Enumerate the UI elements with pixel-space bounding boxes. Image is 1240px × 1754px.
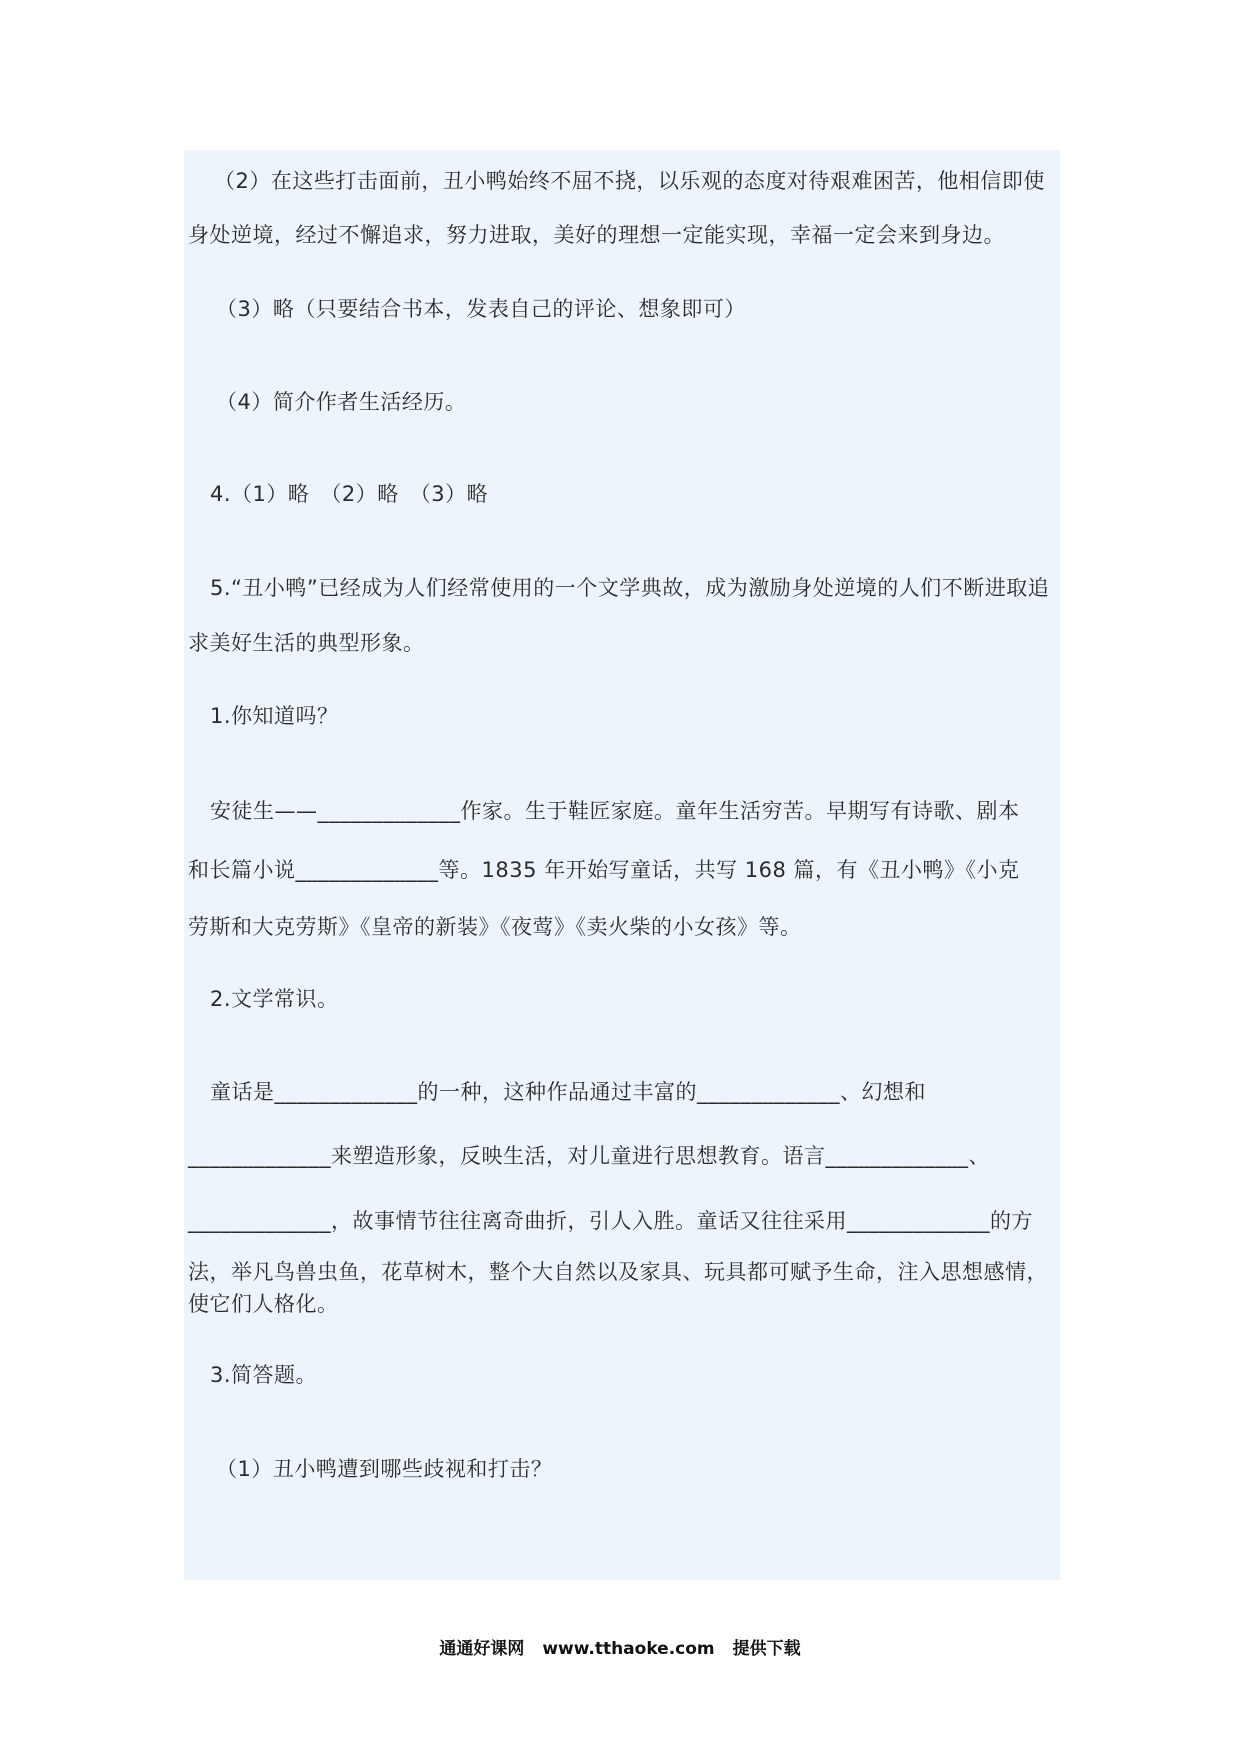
text-line: （3）略（只要结合书本，发表自己的评论、想象即可） [216, 297, 746, 321]
text-line: 求美好生活的典型形象。 [188, 631, 425, 655]
text-line: 5.“丑小鸭”已经成为人们经常使用的一个文学典故，成为激励身处逆境的人们不断进取追 [210, 576, 1050, 600]
text-line: 童话是_____________的一种，这种作品通过丰富的_____________、幻想和 [210, 1080, 926, 1104]
text-line: 和长篇小说_____________等。1835 年开始写童话，共写 168 篇，有《丑小鸭》《小克 [188, 858, 1020, 882]
content-panel [184, 150, 1060, 1580]
text-line: 3.简答题。 [210, 1363, 318, 1387]
text-line: 身处逆境，经过不懈追求，努力进取，美好的理想一定能实现，幸福一定会来到身边。 [188, 223, 1005, 247]
text-line: 2.文学常识。 [210, 987, 339, 1011]
text-line: 劳斯和大克劳斯》《皇帝的新装》《夜莺》《卖火柴的小女孩》等。 [188, 915, 802, 939]
text-line: 安徒生——_____________作家。生于鞋匠家庭。童年生活穷苦。早期写有诗歌、剧本 [210, 799, 1020, 823]
page-footer [0, 1634, 1240, 1659]
text-line: 使它们人格化。 [188, 1292, 339, 1316]
footer-site-name: 通通好课网 [439, 1639, 525, 1659]
text-line: 4.（1）略 （2）略 （3）略 [210, 482, 489, 506]
text-line: _____________，故事情节往往离奇曲折，引人入胜。童话又往往采用_____________的方 [188, 1209, 1033, 1233]
footer-url[interactable]: www.tthaoke.com [542, 1639, 715, 1659]
footer-suffix: 提供下载 [732, 1639, 801, 1659]
text-line: （1）丑小鸭遭到哪些歧视和打击？ [216, 1457, 553, 1481]
text-line: （4）简介作者生活经历。 [216, 390, 467, 414]
text-line: 1.你知道吗？ [210, 704, 339, 728]
text-line: _____________来塑造形象，反映生活，对儿童进行思想教育。语言_____________、 [188, 1144, 990, 1168]
text-line: 法，举凡鸟兽虫鱼，花草树木，整个大自然以及家具、玩具都可赋予生命，注入思想感情， [188, 1260, 1048, 1284]
text-line: （2）在这些打击面前，丑小鸭始终不屈不挠，以乐观的态度对待艰难困苦，他相信即使 [214, 169, 1045, 193]
